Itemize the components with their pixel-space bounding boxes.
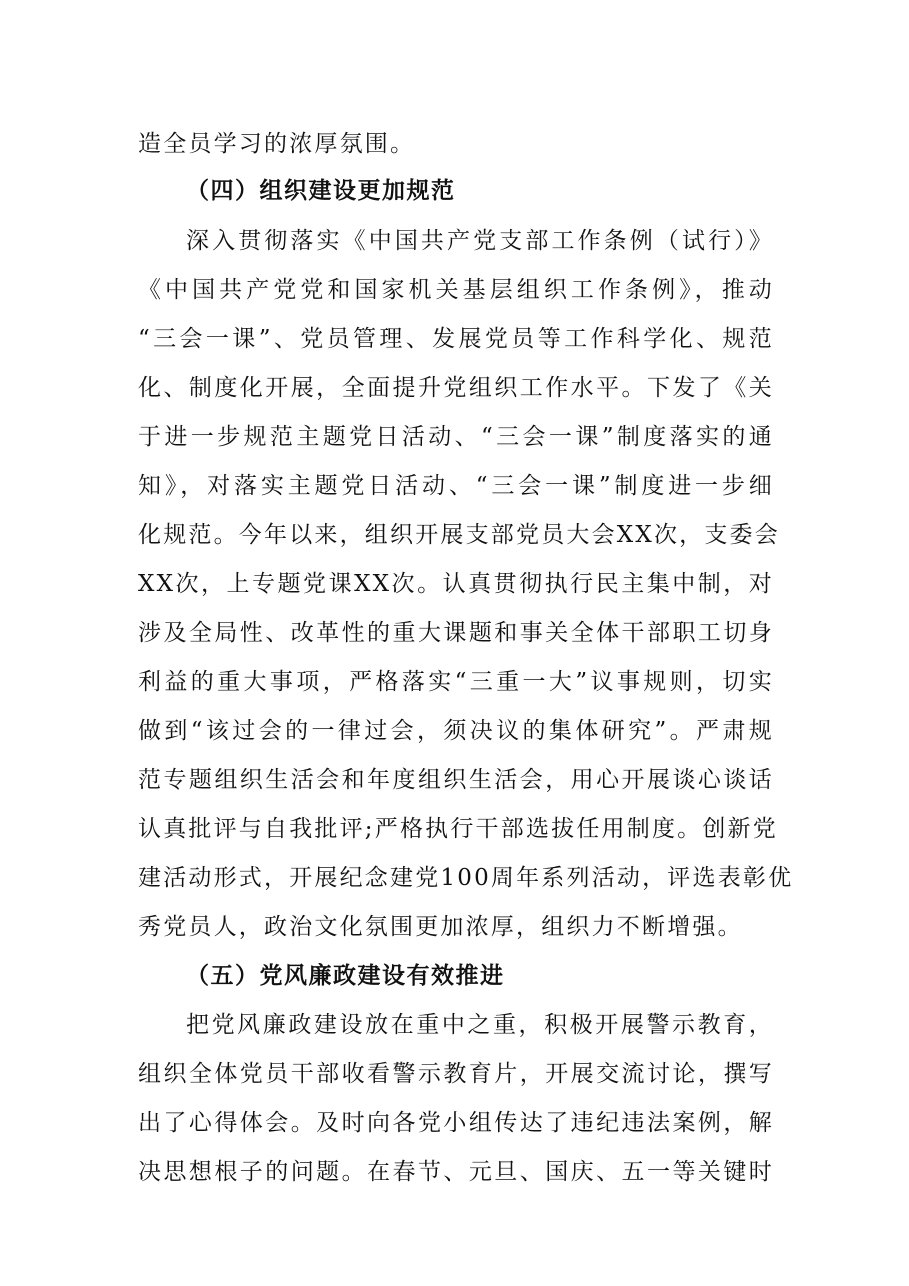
text-line: 利益的重大事项，严格落实“三重一大”议事规则，切实 xyxy=(138,669,774,695)
text-line: 秀党员人，政治文化氛围更加浓厚，组织力不断增强。 xyxy=(138,914,743,940)
text-line: 深入贯彻落实《中国共产党支部工作条例（试行）》 xyxy=(186,228,774,254)
text-line: “三会一课”、党员管理、发展党员等工作科学化、规范 xyxy=(138,326,774,352)
text-line: 化规范。今年以来，组织开展支部党员大会XX次，支委会 xyxy=(138,522,780,548)
text-line: 知》，对落实主题党日活动、“三会一课”制度进一步细 xyxy=(138,473,774,499)
section-heading-5: （五）党风廉政建设有效推进 xyxy=(186,963,505,989)
text-line: 出了心得体会。及时向各党小组传达了违纪违法案例，解 xyxy=(138,1110,774,1136)
text-line: 涉及全局性、改革性的重大课题和事关全体干部职工切身 xyxy=(138,620,774,646)
text-line: 把党风廉政建设放在重中之重，积极开展警示教育， xyxy=(186,1012,774,1038)
text-line: XX次，上专题党课XX次。认真贯彻执行民主集中制，对 xyxy=(138,571,774,597)
text-line: 认真批评与自我批评;严格执行干部选拔任用制度。创新党 xyxy=(138,816,778,842)
text-line: 建活动形式，开展纪念建党100周年系列活动，评选表彰优 xyxy=(138,865,794,891)
text-line: 决思想根子的问题。在春节、元旦、国庆、五一等关键时 xyxy=(138,1159,774,1185)
text-line: 做到“该过会的一律过会，须决议的集体研究”。严肃规 xyxy=(138,718,774,744)
text-line: 《中国共产党党和国家机关基层组织工作条例》，推动 xyxy=(138,277,774,303)
text-line: 组织全体党员干部收看警示教育片，开展交流讨论，撰写 xyxy=(138,1061,774,1087)
text-line: 化、制度化开展，全面提升党组织工作水平。下发了《关 xyxy=(138,375,774,401)
section-heading-4: （四）组织建设更加规范 xyxy=(186,178,456,204)
text-line: 造全员学习的浓厚氛围。 xyxy=(138,131,416,157)
text-line: 范专题组织生活会和年度组织生活会，用心开展谈心谈话 xyxy=(138,767,774,793)
text-line: 于进一步规范主题党日活动、“三会一课”制度落实的通 xyxy=(138,424,774,450)
